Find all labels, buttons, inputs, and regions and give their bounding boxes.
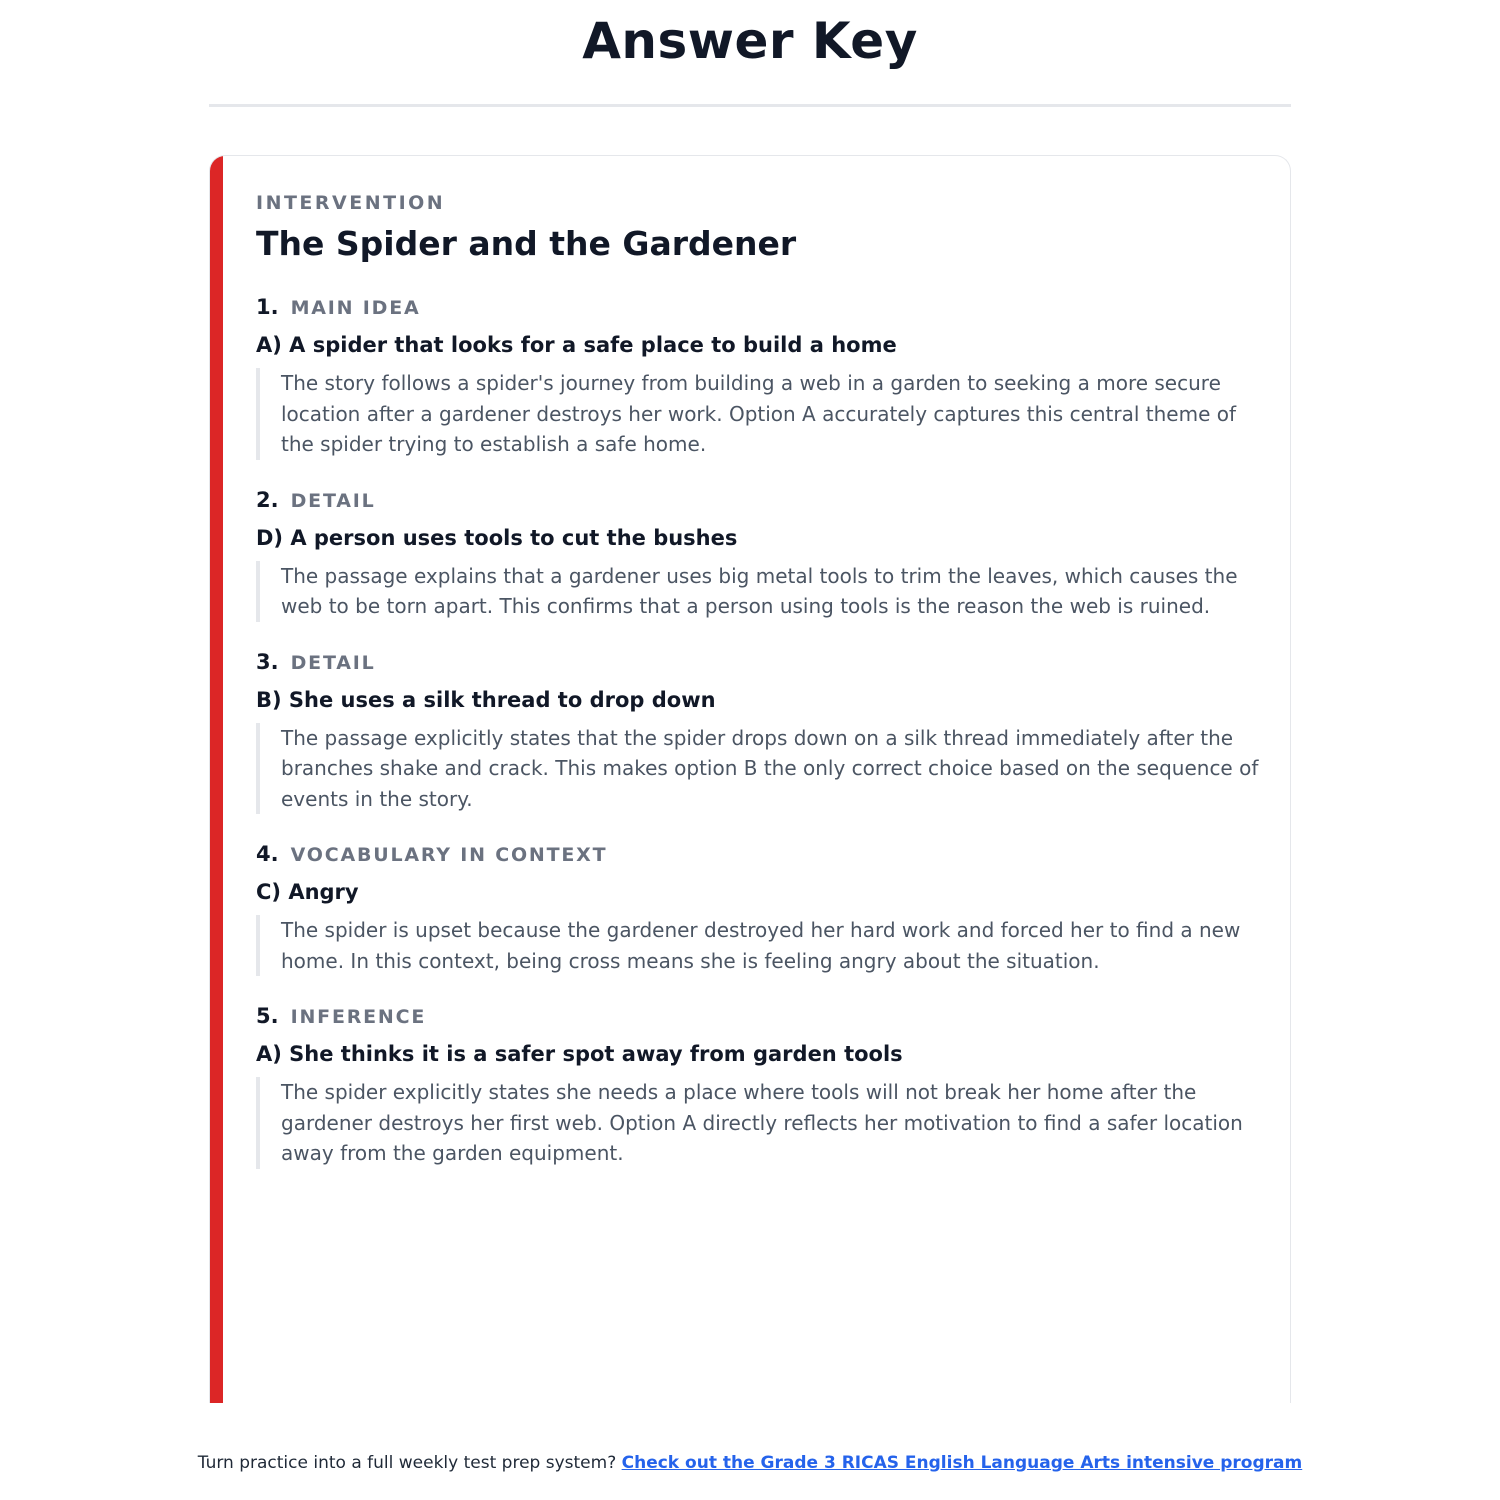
correct-answer: C) Angry — [256, 880, 359, 904]
correct-answer: A) She thinks it is a safer spot away from garden tools — [256, 1042, 903, 1066]
question-header — [256, 293, 1266, 322]
answer-card — [209, 155, 1291, 1403]
footer-promo — [0, 1451, 1500, 1475]
page-title: Answer Key — [582, 12, 918, 70]
question-number: 4. — [256, 842, 279, 866]
card-accent-bar — [210, 156, 223, 1403]
question-type: INFERENCE — [290, 1006, 427, 1028]
question-item — [256, 648, 1266, 815]
story-title: The Spider and the Gardener — [256, 224, 797, 263]
question-number: 2. — [256, 487, 279, 512]
program-link[interactable]: Check out the Grade 3 RICAS English Language Arts intensive program — [621, 1453, 1303, 1473]
correct-answer: B) She uses a silk thread to drop down — [256, 687, 716, 712]
question-header — [256, 648, 1266, 677]
question-number: 5. — [256, 1004, 279, 1028]
question-type: VOCABULARY IN CONTEXT — [290, 844, 608, 866]
question-number: 1. — [256, 295, 279, 319]
question-header — [256, 486, 1266, 515]
correct-answer: D) A person uses tools to cut the bushes — [256, 525, 738, 550]
title-divider — [209, 104, 1291, 107]
question-type: DETAIL — [290, 489, 376, 512]
question-header — [256, 1002, 1266, 1031]
card-label: INTERVENTION — [256, 192, 446, 214]
question-item — [256, 1002, 1266, 1169]
question-header — [256, 840, 1266, 869]
question-item — [256, 293, 1266, 460]
answer-explanation: The spider is upset because the gardener destroyed her hard work and forced her to find a new home. In this context, being cross means she is feeling angry about the situation. — [256, 915, 1261, 976]
answer-explanation: The spider explicitly states she needs a place where tools will not break her home after the gardener destroys her first web. Option A directly reflects her motivation to find a safer location away from the garden equipment. — [256, 1077, 1261, 1169]
question-type: DETAIL — [290, 651, 376, 674]
question-number: 3. — [256, 649, 279, 674]
correct-answer: A) A spider that looks for a safe place to build a home — [256, 333, 897, 357]
answer-explanation: The story follows a spider's journey from building a web in a garden to seeking a more secure location after a gardener destroys her work. Option A accurately captures this central theme of the spider trying to establish a safe home. — [256, 368, 1261, 460]
card-body — [256, 190, 1266, 1169]
answer-explanation: The passage explains that a gardener uses big metal tools to trim the leaves, which causes the web to be torn apart. This confirms that a person using tools is the reason the web is ruined. — [256, 561, 1261, 622]
question-type: MAIN IDEA — [290, 297, 421, 319]
answer-explanation: The passage explicitly states that the spider drops down on a silk thread immediately after the branches shake and crack. This makes option B the only correct choice based on the sequence of events in the story. — [256, 723, 1261, 815]
question-item — [256, 486, 1266, 622]
footer-text: Turn practice into a full weekly test prep system? — [197, 1453, 622, 1473]
question-item — [256, 840, 1266, 976]
